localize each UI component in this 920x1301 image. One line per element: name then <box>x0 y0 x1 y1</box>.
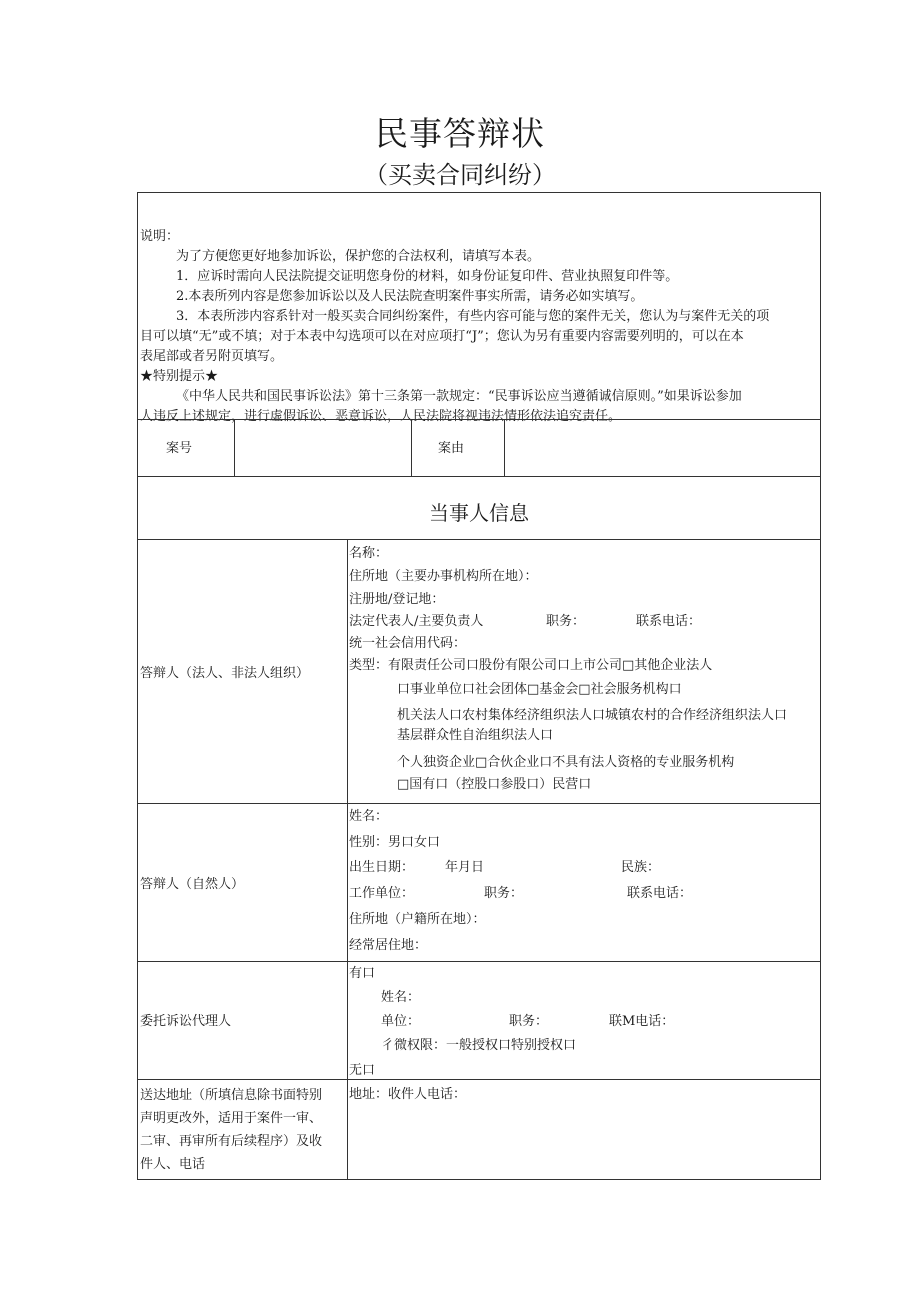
person-ethnicity-field[interactable]: 民族： <box>621 860 661 875</box>
org-rep-field[interactable]: 法定代表人/主要负责人 <box>349 614 484 629</box>
case-cause-label: 案由 <box>438 441 465 456</box>
instructions-item-1: 1．应诉时需向人民法院提交证明您身份的材料，如身份证复印件、营业执照复印件等。 <box>176 269 679 284</box>
org-rep-title-field[interactable]: 职务： <box>546 614 586 629</box>
person-name-field[interactable]: 姓名： <box>349 809 389 824</box>
person-defendant-label: 答辩人（自然人） <box>140 877 245 892</box>
org-name-field[interactable]: 名称： <box>349 546 389 561</box>
case-cause-field[interactable] <box>505 420 820 476</box>
service-address-label-line: 声明更改外，适用于案件一审、 <box>140 1111 323 1126</box>
service-address-label <box>140 1084 322 1176</box>
instructions-intro: 为了方便您更好地参加诉讼，保护您的合法权利，请填写本表。 <box>176 249 541 264</box>
agent-yes-option[interactable]: 有口 <box>349 966 376 981</box>
service-address-label-line: 件人、电话 <box>140 1157 206 1172</box>
agent-title-field[interactable]: 职务： <box>509 1014 549 1029</box>
instructions <box>140 227 818 427</box>
org-credit-code-field[interactable]: 统一社会信用代码： <box>349 636 467 651</box>
instructions-item-3: 3．本表所涉内容系针对一般买卖合同纠纷案件，有些内容可能与您的案件无关，您认为与案件无关的项 <box>176 309 770 324</box>
org-registered-field[interactable]: 注册地/登记地： <box>349 592 445 607</box>
divider <box>138 539 820 540</box>
person-gender-options[interactable]: 性别：男口女口 <box>349 835 441 850</box>
document-title: 民事答辩状 <box>375 114 545 153</box>
org-rep-phone-field[interactable]: 联系电话： <box>636 614 702 629</box>
divider <box>138 961 820 962</box>
agent-authority-options[interactable]: 彳微权限：一般授权口特别授权口 <box>381 1038 577 1053</box>
divider <box>347 539 348 1179</box>
answer-form-table <box>137 192 821 1180</box>
org-type-options[interactable]: 机关法人口农村集体经济组织法人口城镇农村的合作经济组织法人口 <box>397 708 788 723</box>
agent-name-field[interactable]: 姓名： <box>381 990 421 1005</box>
divider <box>411 419 412 476</box>
person-title-field[interactable]: 职务： <box>484 886 524 901</box>
org-address-field[interactable]: 住所地（主要办事机构所在地）： <box>349 569 538 584</box>
org-type-options[interactable]: 口事业单位口社会团体□基金会□社会服务机构口 <box>397 682 682 697</box>
org-defendant-label: 答辩人（法人、非法人组织） <box>140 666 310 681</box>
instructions-item-3-end: 表尾部或者另附页填写。 <box>140 349 284 364</box>
org-ownership-options[interactable]: □国有口（控股口参股口）民营口 <box>397 777 592 792</box>
person-birth-ymd: 年月日 <box>445 860 485 875</box>
org-type-options[interactable]: 基层群众性自治组织法人口 <box>397 728 554 743</box>
service-address-label-line: 送达地址（所填信息除书面特别 <box>140 1088 323 1103</box>
agent-no-option[interactable]: 无口 <box>349 1063 376 1078</box>
case-number-field[interactable] <box>235 420 411 476</box>
divider <box>138 803 820 804</box>
agent-unit-field[interactable]: 单位： <box>381 1014 421 1029</box>
person-phone-field[interactable]: 联系电话： <box>627 886 693 901</box>
special-notice-text-cont: 人违反上述规定，进行虚假诉讼、恶意诉讼，人民法院将视违法情形依法追究责任。 <box>140 409 622 424</box>
org-type-options[interactable]: 类型：有限责任公司口股份有限公司口上市公司□其他企业法人 <box>349 658 713 673</box>
instructions-item-2: 2.本表所列内容是您参加诉讼以及人民法院查明案件事实所需，请务必如实填写。 <box>176 289 644 304</box>
divider <box>138 476 820 477</box>
person-habitual-field[interactable]: 经常居住地： <box>349 938 428 953</box>
person-birth-field[interactable]: 出生日期： <box>349 860 415 875</box>
instructions-item-3-cont: 目可以填“无”或不填；对于本表中勾选项可以在对应项打“J”；您认为另有重要内容需要列明的，可以在本 <box>140 329 744 344</box>
document-subtitle: （买卖合同纠纷） <box>364 161 556 189</box>
org-type-options[interactable]: 个人独资企业□合伙企业口不具有法人资格的专业服务机构 <box>397 755 735 770</box>
person-residence-field[interactable]: 住所地（户籍所在地）： <box>349 912 486 927</box>
special-notice-text: 《中华人民共和国民事诉讼法》第十三条第一款规定：“民事诉讼应当遵循诚信原则。”如果诉讼参加 <box>176 389 742 404</box>
case-number-label: 案号 <box>166 441 193 456</box>
special-notice-heading: ★特别提示★ <box>140 369 219 384</box>
section-title: 当事人信息 <box>429 501 529 525</box>
person-employer-field[interactable]: 工作单位： <box>349 886 415 901</box>
instructions-heading: 说明： <box>140 229 180 244</box>
agent-phone-field[interactable]: 联M电话： <box>609 1014 675 1029</box>
service-address-field[interactable]: 地址：收件人电话： <box>349 1087 467 1102</box>
divider <box>138 1079 820 1080</box>
agent-label: 委托诉讼代理人 <box>140 1014 232 1029</box>
service-address-label-line: 二审、再审所有后续程序）及收 <box>140 1134 323 1149</box>
